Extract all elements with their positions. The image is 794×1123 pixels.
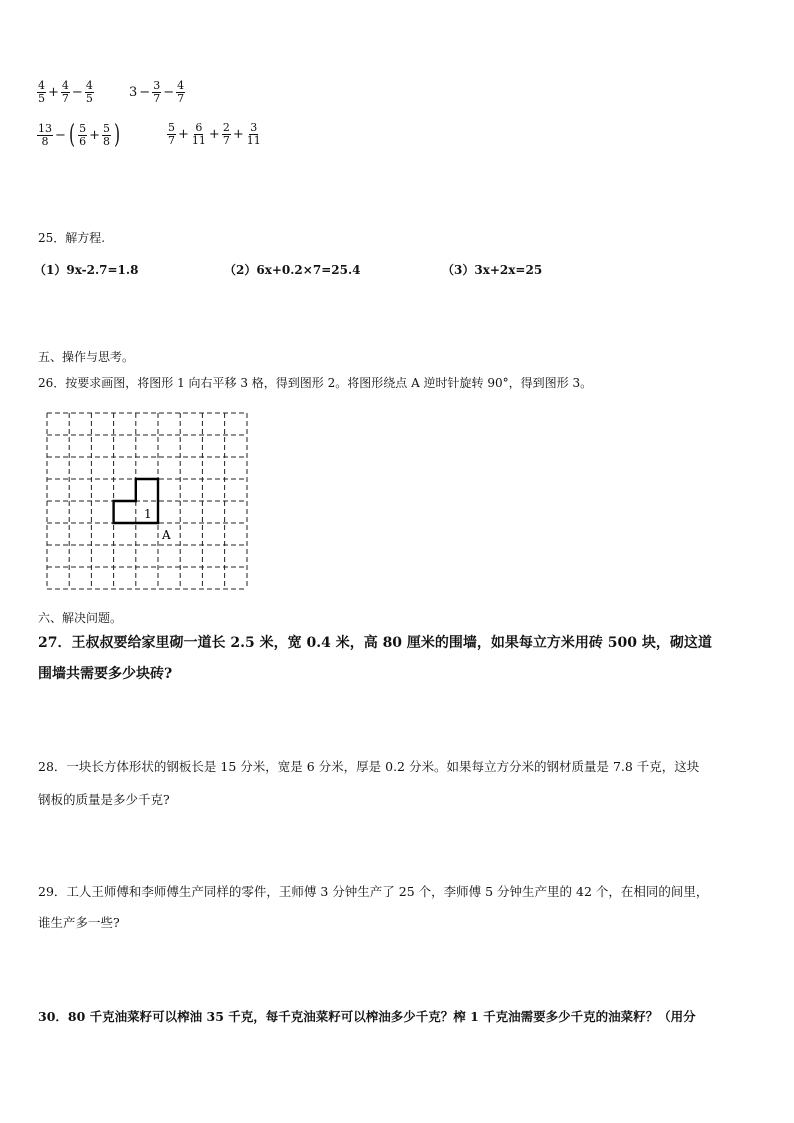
expression-3 <box>36 122 122 148</box>
fraction: $\frac{4}{7}$ <box>177 79 185 105</box>
fraction: $\frac{5}{7}$ <box>168 121 175 147</box>
right-paren: ) <box>114 120 121 150</box>
fraction: $\frac{2}{7}$ <box>222 121 230 147</box>
question-28-line-2: 钢板的质量是多少千克? <box>38 792 170 807</box>
operator: + <box>89 127 100 143</box>
fraction: $\frac{5}{8}$ <box>102 121 110 148</box>
expression-4 <box>166 122 263 147</box>
question-27-line-2: 围墙共需要多少块砖? <box>38 666 173 682</box>
operator: + <box>208 127 220 142</box>
section-6-heading: 六、解决问题。 <box>38 611 123 625</box>
question-27-line-1: 27．王叔叔要给家里砌一道长 2.5 米，宽 0.4 米，高 80 厘米的围墙，如果每立方米用砖 500 块，砌这道 <box>38 635 712 651</box>
operator: + <box>48 85 59 100</box>
fraction: $\frac{4}{5}$ <box>85 79 93 105</box>
question-29-line-1: 29．工人王师傅和李师傅生产同样的零件，王师傅 3 分钟生产了 25 个，李师傅 5 分钟生产里的 42 个，在相同的间里， <box>38 884 709 899</box>
fraction: $\frac{3}{7}$ <box>153 79 161 105</box>
question-25-part-3: （3）3x+2x=25 <box>442 263 543 277</box>
question-25-part-2: （2）6x+0.2×7=25.4 <box>224 263 361 277</box>
operator: + <box>232 127 244 142</box>
operator: − <box>55 127 66 143</box>
left-paren: ( <box>68 120 76 150</box>
question-25-part-1: （1）9x-2.7=1.8 <box>34 263 139 277</box>
shape-1-label: 1 <box>144 507 152 521</box>
operator: − <box>139 85 151 100</box>
dashed-grid <box>47 413 247 589</box>
operator: − <box>71 85 83 100</box>
question-26-text: 26．按要求画图，将图形 1 向右平移 3 格，得到图形 2。将图形绕点 A 逆时针旋转 90°，得到图形 3。 <box>38 376 593 390</box>
operator: − <box>163 85 175 100</box>
fraction: $\frac{4}{7}$ <box>61 79 69 105</box>
question-29-line-2: 谁生产多一些? <box>38 915 120 930</box>
point-a-label: A <box>162 528 171 542</box>
fraction: $\frac{5}{6}$ <box>79 121 87 148</box>
expression-1 <box>36 80 95 105</box>
grid-figure <box>46 412 256 594</box>
fraction: $\frac{6}{11}$ <box>191 121 206 147</box>
section-5-heading: 五、操作与思考。 <box>38 350 135 364</box>
operator: + <box>178 127 189 142</box>
question-30-line-1: 30．80 千克油菜籽可以榨油 35 千克，每千克油菜籽可以榨油多少千克？榨 1 千克油需要多少千克的油菜籽？（用分 <box>38 1009 696 1024</box>
fraction: $\frac{4}{5}$ <box>38 79 45 105</box>
question-25-title: 25．解方程. <box>38 231 106 245</box>
fraction: $\frac{13}{8}$ <box>38 121 52 148</box>
whole-number: 3 <box>129 85 138 100</box>
question-28-line-1: 28．一块长方体形状的钢板长是 15 分米，宽是 6 分米，厚是 0.2 分米。如果每立方分米的钢材质量是 7.8 千克，这块 <box>38 759 700 774</box>
fraction: $\frac{3}{11}$ <box>246 121 261 147</box>
expression-2 <box>128 80 186 105</box>
